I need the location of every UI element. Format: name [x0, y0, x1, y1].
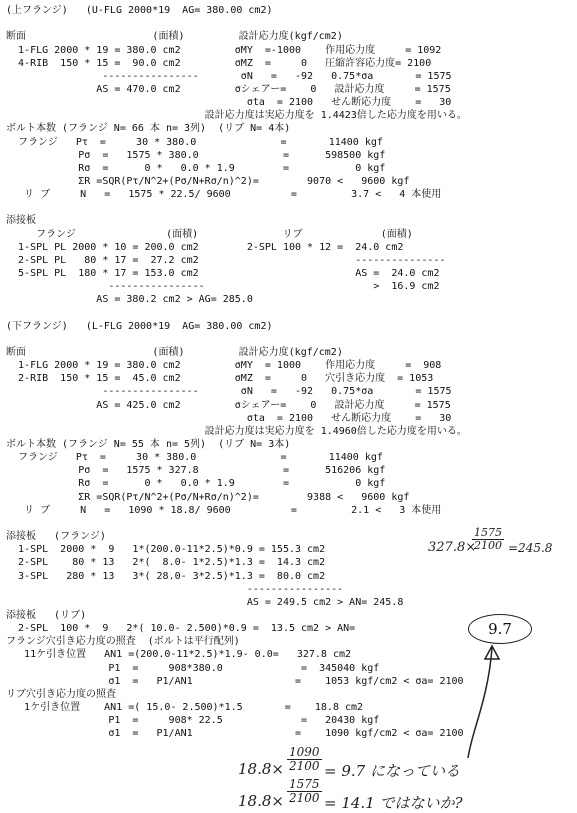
text-line: 11ケ引き位置 AN1 =(200.0-11*2.5)*1.9- 0.0= 327.8 cm2: [6, 649, 352, 661]
text-line: リブ穴引き応力度の照査: [6, 688, 116, 700]
text-line: リ ブ N = 1575 * 22.5/ 9600 = 3.7 < 4 本使用: [6, 189, 442, 201]
text-line: 2-SPL 80 * 13 2*( 8.0- 1*2.5)*1.3 = 14.3 cm2: [6, 557, 326, 569]
text-line: 3-SPL 280 * 13 3*( 28.0- 3*2.5)*1.3 = 80.0 cm2: [6, 570, 326, 582]
text-line: 1-SPL PL 2000 * 10 = 200.0 cm2 2-SPL 100 * 12 = 24.0 cm2: [6, 241, 404, 253]
handwritten-line2-numerator: 1575: [289, 777, 320, 791]
text-line: 断面 (面積) 設計応力度(kgf/cm2): [6, 31, 343, 43]
text-line: P1 = 908* 22.5 = 20430 kgf: [6, 715, 380, 727]
handwritten-line2-denominator: 2100: [289, 791, 320, 806]
text-line: ----------------: [6, 583, 344, 595]
handwritten-line1-result: = 9.7 になっている: [324, 762, 460, 780]
text-line: Rσ = 0 * 0.0 * 1.9 = 0 kgf: [6, 478, 386, 490]
text-line: σta = 2100 せん断応力度 = 30: [6, 412, 452, 424]
handwritten-top-prefix: 327.8×: [428, 540, 477, 555]
handwritten-top-denominator: 2100: [474, 539, 502, 553]
text-line: 断面 (面積) 設計応力度(kgf/cm2): [6, 346, 343, 358]
text-line: AS = 470.0 cm2 σシェアー= 0 設計応力度 = 1575: [6, 83, 451, 95]
text-line: フランジ Pτ = 30 * 380.0 = 11400 kgf: [6, 452, 383, 464]
handwritten-line1-denominator: 2100: [289, 759, 320, 774]
text-line: 1-FLG 2000 * 19 = 380.0 cm2 σMY = 1000 作用応力度 = 908: [6, 360, 442, 372]
text-line: Pσ = 1575 * 327.8 = 516206 kgf: [6, 465, 386, 477]
handwritten-top-numerator: 1575: [474, 526, 502, 539]
text-line: AS = 249.5 cm2 > AN= 245.8: [6, 596, 404, 608]
handwritten-line2-fraction: [287, 778, 322, 805]
text-line: σ1 = P1/AN1 = 1090 kgf/cm2 < σa= 2100: [6, 728, 464, 740]
text-line: 2-SPL PL 80 * 17 = 27.2 cm2 ---------------: [6, 254, 446, 266]
text-line: 1-FLG 2000 * 19 = 380.0 cm2 σMY =-1000 作用応力度 = 1092: [6, 44, 442, 56]
text-line: ---------------- > 16.9 cm2: [6, 281, 440, 293]
text-line: σ1 = P1/AN1 = 1053 kgf/cm2 < σa= 2100: [6, 675, 464, 687]
text-line: ---------------- σN = -92 0.75*σa = 1575: [6, 70, 452, 82]
text-line: 5-SPL PL 180 * 17 = 153.0 cm2 AS = 24.0 cm2: [6, 268, 440, 279]
text-line: ボルト本数 (フランジ N= 66 本 n= 3列) (リブ N= 4本): [6, 123, 291, 135]
text-line: ボルト本数 (フランジ N= 55 本 n= 5列) (リブ N= 3本): [6, 438, 291, 450]
text-line: P1 = 908*380.0 = 345040 kgf: [6, 662, 380, 674]
text-line: AS = 380.2 cm2 > AG= 285.0: [6, 294, 253, 306]
handwritten-line2-prefix: 18.8×: [238, 792, 284, 810]
handwritten-top-result: =245.8: [508, 541, 553, 555]
text-line: (下フランジ) (L-FLG 2000*19 AG= 380.00 cm2): [6, 320, 273, 332]
text-line: 添接板 (フランジ): [6, 531, 106, 542]
text-line: フランジ穴引き応力度の照査 (ボルトは平行配列): [6, 636, 240, 648]
text-line: 2-RIB 150 * 15 = 45.0 cm2 σMZ = 0 穴引き応力度 = 1053: [6, 373, 434, 385]
circled-value-text: 9.7: [488, 620, 512, 638]
text-line: AS = 425.0 cm2 σシェアー= 0 設計応力度 = 1575: [6, 399, 451, 411]
handwritten-line1-numerator: 1090: [289, 745, 320, 759]
text-line: (上フランジ) (U-FLG 2000*19 AG= 380.00 cm2): [6, 5, 273, 16]
circled-value: [468, 614, 532, 644]
text-line: リ ブ N = 1090 * 18.8/ 9600 = 2.1 < 3 本使用: [6, 504, 442, 516]
text-line: 2-SPL 100 * 9 2*( 10.0- 2.500)*0.9 = 13.5 cm2 > AN=: [6, 623, 356, 635]
handwritten-top-fraction: [472, 527, 504, 552]
text-line: Pσ = 1575 * 380.0 = 598500 kgf: [6, 149, 386, 161]
handwritten-line2-result: = 14.1 ではないか?: [324, 794, 463, 812]
text-line: 1ケ引き位置 AN1 =( 15.0- 2.500)*1.5 = 18.8 cm2: [6, 702, 364, 713]
text-line: ---------------- σN = -92 0.75*σa = 1575: [6, 386, 452, 398]
text-line: フランジ (面積) リブ (面積): [6, 228, 413, 240]
text-line: ΣR =SQR(Pτ/N^2+(Pσ/N+Rσ/n)^2)= 9070 < 9600 kgf: [6, 176, 410, 187]
handwritten-line1-prefix: 18.8×: [238, 760, 284, 778]
text-line: 添接板: [6, 215, 36, 227]
text-line: 設計応力度は実応力度を 1.4960倍した応力度を用いる。: [6, 425, 467, 437]
text-line: 添接板 (リブ): [6, 609, 87, 621]
text-line: ΣR =SQR(Pτ/N^2+(Pσ/N+Rσ/n)^2)= 9388 < 9600 kgf: [6, 491, 410, 503]
text-line: フランジ Pτ = 30 * 380.0 = 11400 kgf: [6, 136, 383, 148]
text-line: 4-RIB 150 * 15 = 90.0 cm2 σMZ = 0 圧縮許容応力度= 2100: [6, 57, 432, 69]
text-line: 1-SPL 2000 * 9 1*(200.0-11*2.5)*0.9 = 155.3 cm2: [6, 544, 326, 556]
text-line: 設計応力度は実応力度を 1.4423倍した応力度を用いる。: [6, 110, 467, 122]
handwritten-line1-fraction: [287, 746, 322, 773]
text-line: σta = 2100 せん断応力度 = 30: [6, 97, 452, 108]
text-line: Rσ = 0 * 0.0 * 1.9 = 0 kgf: [6, 162, 386, 174]
